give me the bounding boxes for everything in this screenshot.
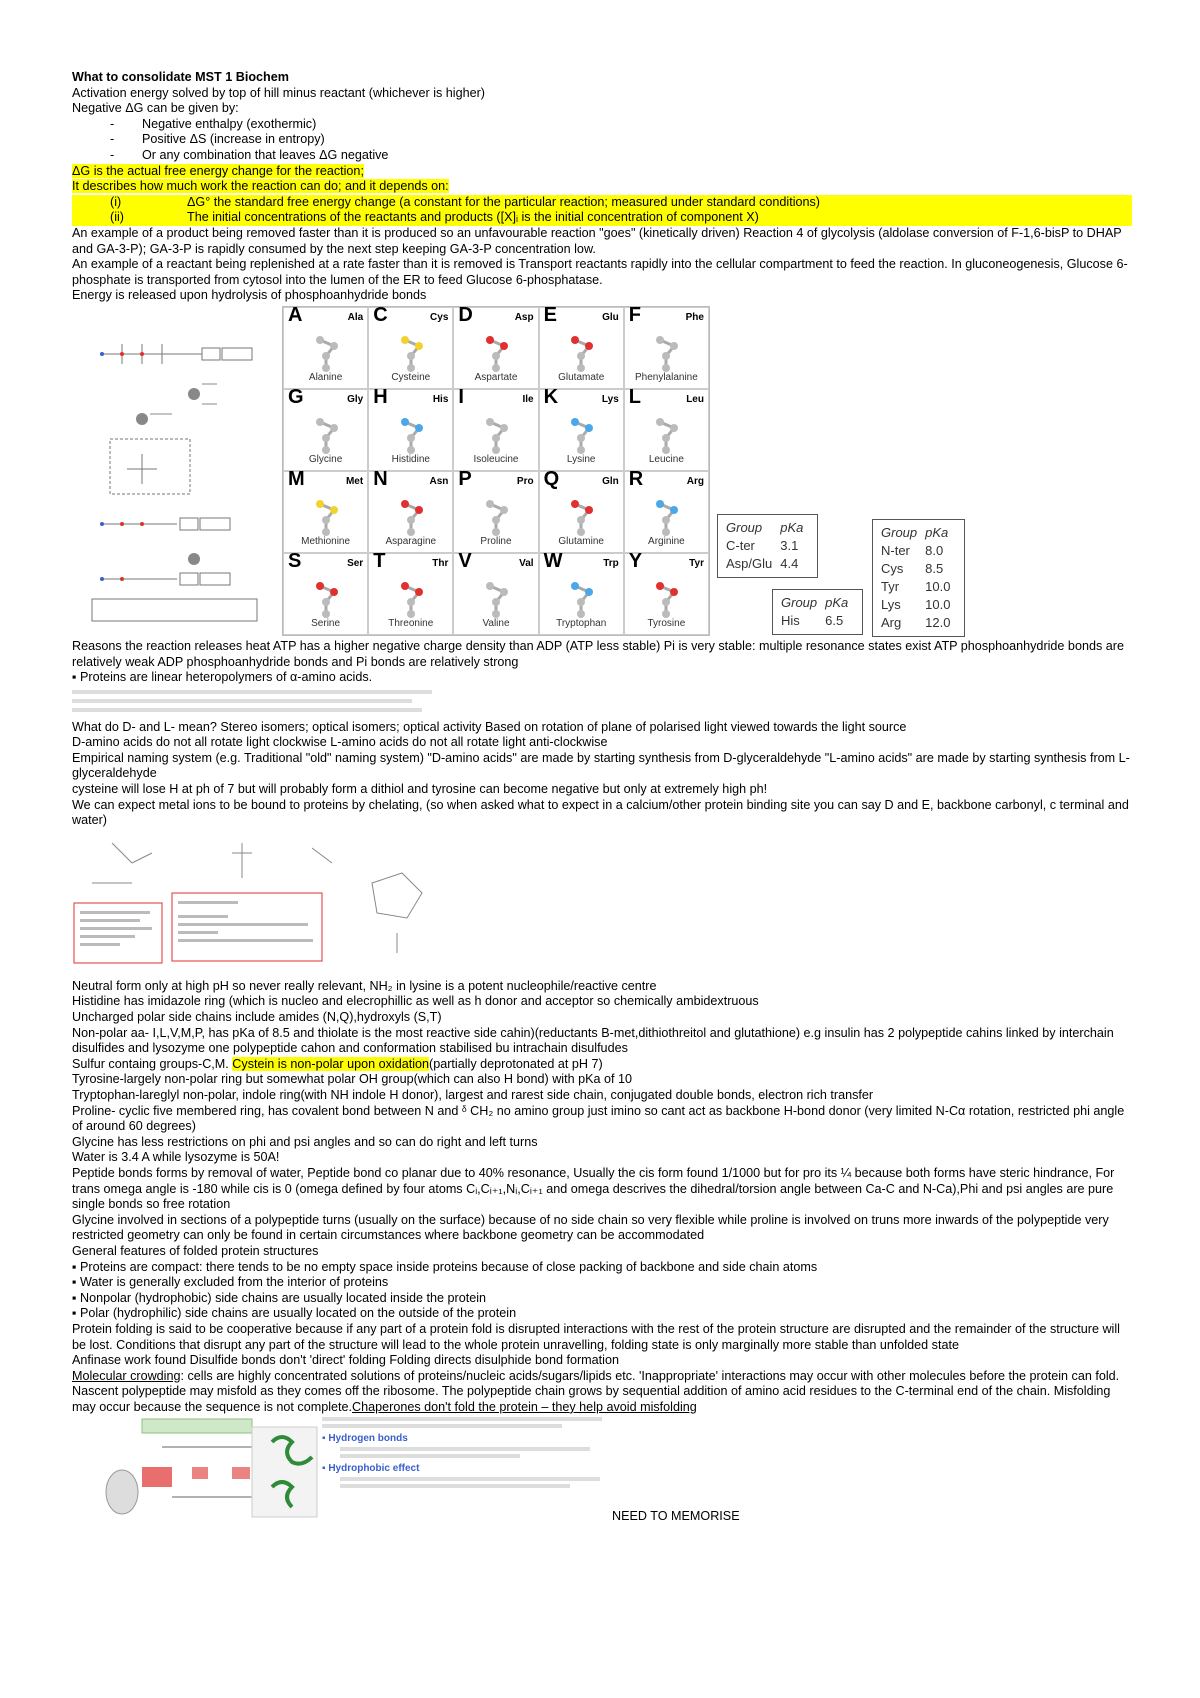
amino-acid-name: Isoleucine [473,454,519,466]
amino-acid-letter: E [543,303,557,326]
paragraph: Anfinase work found Disulfide bonds don't 'direct' folding Folding directs disulphide bond formation [72,1353,619,1368]
amino-acid-code: Gly [347,393,364,405]
amino-acid-code: Gln [602,475,619,487]
amino-acid-cell [283,303,368,389]
amino-acid-letter: M [288,467,305,490]
amino-acid-model [296,494,356,539]
amino-acid-model [551,330,611,375]
amino-acid-code: Leu [686,393,704,405]
amino-acid-name: Cysteine [391,372,431,384]
amino-acid-code: Pro [516,475,534,487]
amino-acid-model [551,576,611,621]
amino-acid-cell [624,467,709,553]
amino-acid-code: Ile [522,393,534,405]
amino-acid-cell [368,549,453,635]
amino-acid-code: Arg [686,475,704,487]
paragraph: cysteine will lose H at ph of 7 but will probably form a dithiol and tyrosine can become negative but only at extremely high ph! [72,782,768,797]
amino-acid-cell [539,303,624,389]
side-chain-diagram [72,833,432,973]
document-title: What to consolidate MST 1 Biochem [72,70,289,84]
amino-acid-letter: W [543,549,563,572]
dash-item: - Negative enthalpy (exothermic) [110,116,317,131]
paragraph: General features of folded protein structures [72,1243,319,1258]
bottom-figure-row [72,1415,1132,1525]
bullet-item: ▪ Water is generally excluded from the interior of proteins [72,1275,1132,1291]
amino-acid-name: Alanine [308,372,343,384]
chaperone-text: Chaperones don't fold the protein – they help avoid misfolding [352,1399,697,1414]
amino-acid-code: Met [345,475,364,487]
amino-acid-letter: D [458,303,473,326]
amino-acid-cell [453,303,538,389]
amino-acid-letter: Q [543,467,560,490]
amino-acid-code: Trp [603,557,619,569]
amino-acid-cell [624,549,709,635]
amino-acid-name: Glutamate [558,372,605,384]
amino-acid-letter: F [628,303,642,326]
amino-acid-model [466,330,526,375]
highlight-text: ΔG is the actual free energy change for the reaction; [72,163,364,178]
paragraph: Neutral form only at high pH so never really relevant, NH₂ in lysine is a potent nucleophile/reactive centre [72,978,657,993]
crowding-line: Molecular crowding: cells are highly concentrated solutions of proteins/nucleic acids/sugars/lipids etc. 'Inappropriate' interactions may occur with other molecules before the protein can fold. [72,1368,1120,1383]
faded-notes [72,686,1132,720]
amino-acid-cell [283,385,368,471]
amino-acid-cell [624,303,709,389]
hydrophobic-title: Hydrophobic effect [328,1463,420,1475]
amino-acid-letter: A [288,303,303,326]
memorise-label: NEED TO MEMORISE [612,1509,740,1524]
paragraph: Protein folding is said to be cooperative because if any part of a protein fold is disrupted interactions with the rest of the protein structure are disrupted and the remainder of the structure will be lost. Conditions that disrupt any part of the structure will lead to the whole protein unravelling, folding state is only marginally more stable than unfolded state [72,1321,1120,1352]
amino-acid-name: Phenylalanine [634,372,698,384]
amino-acid-letter: V [458,549,472,572]
bullet-item: ▪ Proteins are linear heteropolymers of α-amino acids. [72,670,1132,686]
amino-acid-model [381,494,441,539]
amino-acid-code: Ala [347,311,364,323]
paragraph: Proline- cyclic five membered ring, has covalent bond between N and ᵟ CH₂ no amino group just imino so cant act as backbone H-bond donor (very limited N-Cα rotation, restricted phi angle of around 60 degrees) [72,1103,1125,1134]
amino-acid-cell [539,549,624,635]
amino-acid-letter: I [458,385,464,408]
amino-acid-letter: H [373,385,388,408]
paragraph: Glycine has less restrictions on phi and psi angles and so can do right and left turns [72,1134,538,1149]
amino-acid-model [381,576,441,621]
nascent-line: Nascent polypeptide may misfold as they comes off the ribosome. The polypeptide chain grows by sequential addition of amino acid residues to the C-terminal end of the chain. Misfolding may occur because the sequence is not complete.Chaperones don't fold the protein – they help avoid misfolding [72,1384,1111,1414]
paragraph: Empirical naming system (e.g. Traditional "old" naming system) "D-amino acids" are made by starting synthesis from D-glyceraldehyde "L-amino acids" are made by starting synthesis from L-glyceraldehyde [72,750,1130,781]
side-chain-figure [72,829,1132,979]
amino-acid-model [381,412,441,457]
paragraph: An example of a product being removed faster than it is produced so an unfavourable reaction "goes" (kinetically driven) Reaction 4 of glycolysis (aldolase conversion of F-1,6-bisP to DHAP and GA-3-P); GA-3-P is rapidly consumed by the next step keeping GA-3-P concentration low. [72,225,1122,256]
amino-acid-cell [453,385,538,471]
amino-acid-code: Phe [685,311,704,323]
amino-acid-letter: S [288,549,302,572]
crowding-label: Molecular crowding [72,1368,181,1383]
highlight-text: It describes how much work the reaction can do; and it depends on: [72,179,449,194]
amino-acid-code: Lys [601,393,619,405]
bullet-item: ▪ Polar (hydrophilic) side chains are usually located on the outside of the protein [72,1306,1132,1322]
paragraph: An example of a reactant being replenished at a rate faster than it is removed is Transport reactants rapidly into the cellular compartment to feed the reaction. In gluconeogenesis, Glucose 6-phosphate is transported from cytosol into the lumen of the ER to feed Glucose 6-phosphatase. [72,257,1128,287]
amino-acid-letter: T [373,549,386,572]
amino-acid-model [636,412,696,457]
intro-line: Activation energy solved by top of hill minus reactant (whichever is higher) [72,85,485,100]
paragraph: Energy is released upon hydrolysis of phosphoanhydride bonds [72,288,427,303]
amino-acid-code: Tyr [689,557,704,569]
paragraph: What do D- and L- mean? Stereo isomers; optical isomers; optical activity Based on rotation of plane of polarised light viewed towards the light source [72,719,907,734]
amino-acid-name: Tryptophan [556,618,607,630]
amino-acid-letter: R [628,467,644,490]
paragraph: Uncharged polar side chains include amides (N,Q),hydroxyls (S,T) [72,1010,442,1025]
amino-acid-model [636,494,696,539]
paragraph: D-amino acids do not all rotate light clockwise L-amino acids do not all rotate light anti-clockwise [72,735,608,750]
dash-item: - Positive ΔS (increase in entropy) [110,132,325,147]
numbered-item: (i) ΔG° the standard free energy change (a constant for the particular reaction; measured under standard conditions) [72,195,1132,211]
amino-acid-model [296,330,356,375]
hbond-title: Hydrogen bonds [328,1433,408,1445]
paragraph: Non-polar aa- I,L,V,M,P, has pKa of 8.5 and thiolate is the most reactive side cahin)(reductants B-met,dithiothreitol and glutathione) e.g insulin has 2 polypeptide cahins linked by interchain disulfides and lysozyme one polypeptide cahon and conformation stabilised bu intrachain disulfudes [72,1025,1114,1056]
amino-acid-letter: K [543,385,559,408]
amino-acid-cell [368,303,453,389]
amino-acid-model [466,494,526,539]
amino-acid-name: Serine [311,618,341,630]
amino-acid-cell [453,467,538,553]
bullet-item: ▪ Proteins are compact: there tends to be no empty space inside proteins because of close packing of backbone and side chain atoms [72,1260,1132,1276]
paragraph: Tryptophan-lareglyl non-polar, indole ring(with NH indole H donor), largest and rarest side chain, conjugated double bonds, electron rich transfer [72,1088,874,1102]
amino-acid-code: Cys [430,311,449,323]
amino-acid-grid [282,303,710,636]
paragraph: We can expect metal ions to be bound to proteins by chelating, (so when asked what to expect in a calcium/other protein binding site you can say D and E, backbone carbonyl, c terminal and water) [72,797,1129,828]
pka-table-his: Group pKa His 6.5 [772,589,863,635]
chaperone-diagram [102,1417,322,1522]
amino-acid-letter: L [628,385,642,408]
amino-acid-letter: C [373,303,388,326]
amino-acid-model [296,412,356,457]
sulfur-line: Sulfur containg groups-C,M. Cystein is non-polar upon oxidation(partially deprotonated at pH 7) [72,1056,603,1071]
amino-acid-model [466,412,526,457]
amino-acid-cell [368,385,453,471]
amino-acid-letter: P [458,467,472,490]
amino-acid-cell [539,385,624,471]
amino-acid-name: Aspartate [474,372,518,384]
amino-acid-code: Asn [429,475,449,487]
amino-acid-letter: N [373,467,388,490]
amino-acid-model [466,576,526,621]
amino-acid-cell [283,467,368,553]
amino-acid-cell [624,385,709,471]
paragraph: Histidine has imidazole ring (which is nucleo and elecrophillic as well as h donor and acceptor so chemically ambidextruous [72,994,759,1009]
amino-acid-code: Ser [347,557,364,569]
amino-acid-code: Val [519,557,534,569]
dash-item: - Or any combination that leaves ΔG negative [110,147,389,162]
intro-line: Negative ΔG can be given by: [72,101,239,116]
amino-acid-name: Glycine [308,454,343,466]
amino-acid-name: Tyrosine [647,618,686,630]
paragraph: Tyrosine-largely non-polar ring but somewhat polar OH group(which can also H bond) with pKa of 10 [72,1072,633,1087]
paragraph: Water is 3.4 A while lysozyme is 50A! [72,1150,280,1165]
amino-acid-name: Histidine [391,454,430,466]
amino-acid-name: Valine [482,618,510,630]
amino-acid-cell [368,467,453,553]
amino-acid-name: Asparagine [385,536,437,548]
amino-acid-name: Proline [480,536,512,548]
highlight-text: Cystein is non-polar upon oxidation [232,1056,430,1071]
amino-acid-model [636,330,696,375]
amino-acid-name: Lysine [566,454,596,466]
amino-acid-name: Arginine [648,536,685,548]
amino-acid-model [551,494,611,539]
figure-row-amino-acids [72,304,1132,639]
amino-acid-name: Methionine [301,536,351,548]
amino-acid-name: Leucine [648,454,684,466]
pka-table-acidic: Group pKa C-ter 3.1 Asp/Glu 4.4 [717,514,818,578]
amino-acid-code: Glu [602,311,619,323]
amino-acid-name: Threonine [388,618,434,630]
amino-acid-model [551,412,611,457]
amino-acid-code: Thr [432,557,449,569]
document-page [72,70,1132,1525]
forces-figure: ▪ Hydrogen bonds ▪ Hydrophobic effect [322,1415,642,1488]
amino-acid-letter: Y [628,549,643,572]
amino-acid-cell [283,549,368,635]
amino-acid-model [296,576,356,621]
bullet-item: ▪ Nonpolar (hydrophobic) side chains are usually located inside the protein [72,1291,1132,1307]
numbered-item: (ii) The initial concentrations of the reactants and products ([X]ᵢ is the initial concentration of component X) [72,210,1132,226]
amino-acid-cell [539,467,624,553]
amino-acid-cell [453,549,538,635]
paragraph: Reasons the reaction releases heat ATP has a higher negative charge density than ADP (ATP less stable) Pi is very stable: multiple resonance states exist ATP phosphoanhydride bonds are relatively weak ADP phosphoanhydride bonds and Pi bonds are relatively strong [72,638,1124,669]
amino-acid-model [381,330,441,375]
pka-table-basic: Group pKa N-ter 8.0 Cys 8.5 Tyr 10.0 Lys 10.0 Arg 12.0 [872,519,965,637]
amino-acid-model [636,576,696,621]
paragraph: Peptide bonds forms by removal of water, Peptide bond co planar due to 40% resonance, Usually the cis form found 1/1000 but for pro its ¼ because both forms have steric hindrance, For trans omega angle is -180 while cis is 0 (omega defined by four atoms Cᵢ,Cᵢ₊₁,Nᵢ,Cᵢ₊₁ and omega descrives the dihedral/torsion angle between Ca-C and N-Ca),Phi and psi angles are pure single bonds so free rotation [72,1165,1115,1212]
amino-acid-code: His [432,393,449,405]
amino-acid-name: Glutamine [558,536,604,548]
amino-acid-letter: G [288,385,304,408]
paragraph: Glycine involved in sections of a polypeptide turns (usually on the surface) because of no side chain so very flexible while proline is involved on truns more inwards of the polypeptide very restricted geometry can only be found in certain circumstances where backbone geometry can be accommodated [72,1212,1109,1243]
atp-hydrolysis-diagram [82,324,262,624]
amino-acid-code: Asp [514,311,534,323]
